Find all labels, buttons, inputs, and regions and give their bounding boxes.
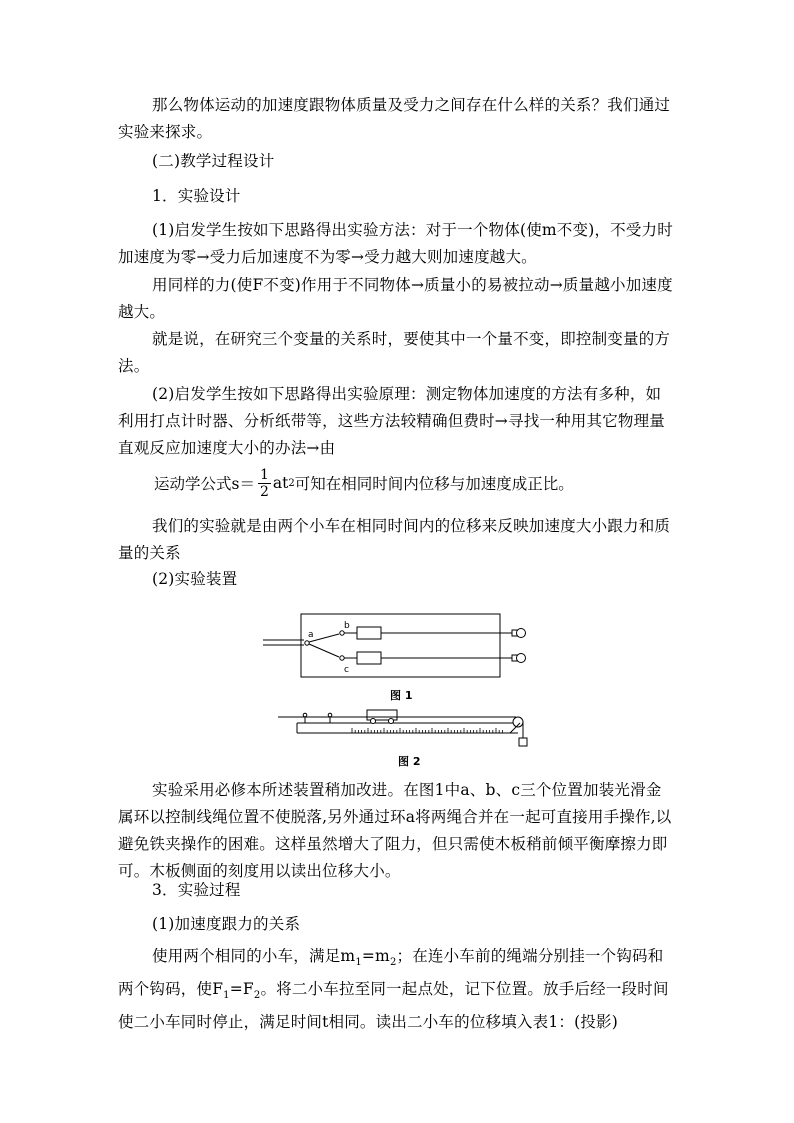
lower-cart [357,652,381,664]
heading-procedure: 3．实验过程 [152,881,241,899]
board-outline [301,614,500,677]
figure-2-caption: 图 2 [398,755,421,768]
label-c: c [344,665,349,675]
stop-ring-1 [303,713,307,717]
string-a-to-c [309,644,339,657]
formula-prefix: 运动学公式s＝ [154,475,255,493]
label-b: b [344,621,350,631]
upper-pulley [517,629,526,638]
ring-c [340,656,344,660]
figure-2-diagram [278,710,527,746]
upper-cart [357,627,381,639]
formula-numerator: 1 [259,466,269,483]
formula-suffix: 可知在相同时间内位移与加速度成正比。 [294,475,574,493]
heading-force-relation: (1)加速度跟力的关系 [152,915,301,933]
force-procedure-paragraph [118,943,676,1036]
force-eq-f: =F [229,980,254,999]
formula-at: at [272,474,289,492]
hanging-weight [519,738,527,746]
subscript-f2: 2 [253,990,261,1002]
ring-a [305,641,309,645]
method-paragraph-1: (1)启发学生按如下思路得出实验方法：对于一个物体(使m不变)，不受力时加速度为零→受力后加速度不为零→受力越大则加速度越大。 [118,221,673,266]
force-text-b: ；在连小车前的绳端分别挂一个钩码和两个钩码，使F [118,947,664,999]
method-paragraph-3: 就是说，在研究三个变量的关系时，要使其中一个量不变，即控制变量的方法。 [118,330,671,375]
subscript-m2: 2 [389,957,397,969]
apparatus-description-paragraph: 实验采用必修本所述装置稍加改进。在图1中a、b、c三个位置加装光滑金属环以控制线绳位置不使脱落,另外通过环a将两绳合并在一起可直接用手操作,以避免铁夹操作的困难。这样虽然增大了阻力，但只需使木板稍前倾平衡摩擦力即可。木板侧面的刻度用以读出位移大小。 [118,781,672,880]
subscript-f1: 1 [223,990,230,1002]
board-scale [352,728,502,733]
cart-wheel-right [389,719,394,724]
figure-1-caption: 图 1 [390,689,413,702]
formula-exponent: 2 [288,477,295,489]
force-eq-m: =m [361,947,390,965]
subscript-m1: 1 [355,957,362,969]
heading-experiment-design: 1．实验设计 [152,187,241,205]
intro-paragraph: 那么物体运动的加速度跟物体质量及受力之间存在什么样的关系？我们通过实验来探求。 [118,96,671,141]
heading-apparatus: (2)实验装置 [152,570,238,588]
our-experiment-paragraph: 我们的实验就是由两个小车在相同时间内的位移来反映加速度大小跟力和质量的关系 [118,517,671,562]
label-a: a [308,630,314,640]
figure-1-diagram [263,614,526,677]
formula-denominator: 2 [259,483,269,500]
stop-ring-2 [328,713,332,717]
heading-teaching-process: (二)教学过程设计 [152,152,275,170]
method-paragraph-2: 用同样的力(使F不变)作用于不同物体→质量小的易被拉动→质量越小加速度越大。 [118,276,673,321]
force-text-a: 使用两个相同的小车，满足m [152,947,356,965]
cart-wheel-left [371,719,376,724]
principle-paragraph: (2)启发学生按如下思路得出实验原理：测定物体加速度的方法有多种，如利用打点计时器、分析纸带等，这些方法较精确但费时→寻找一种用其它物理量直观反应加速度大小的办法→由 [118,385,665,457]
lower-pulley [517,654,526,663]
ring-b [340,631,344,635]
force-text-c: 。将二小车拉至同一起点处，记下位置。放手后经一段时间使二小车同时停止，满足时间t相同。读出二小车的位移填入表1：(投影) [118,980,669,1032]
